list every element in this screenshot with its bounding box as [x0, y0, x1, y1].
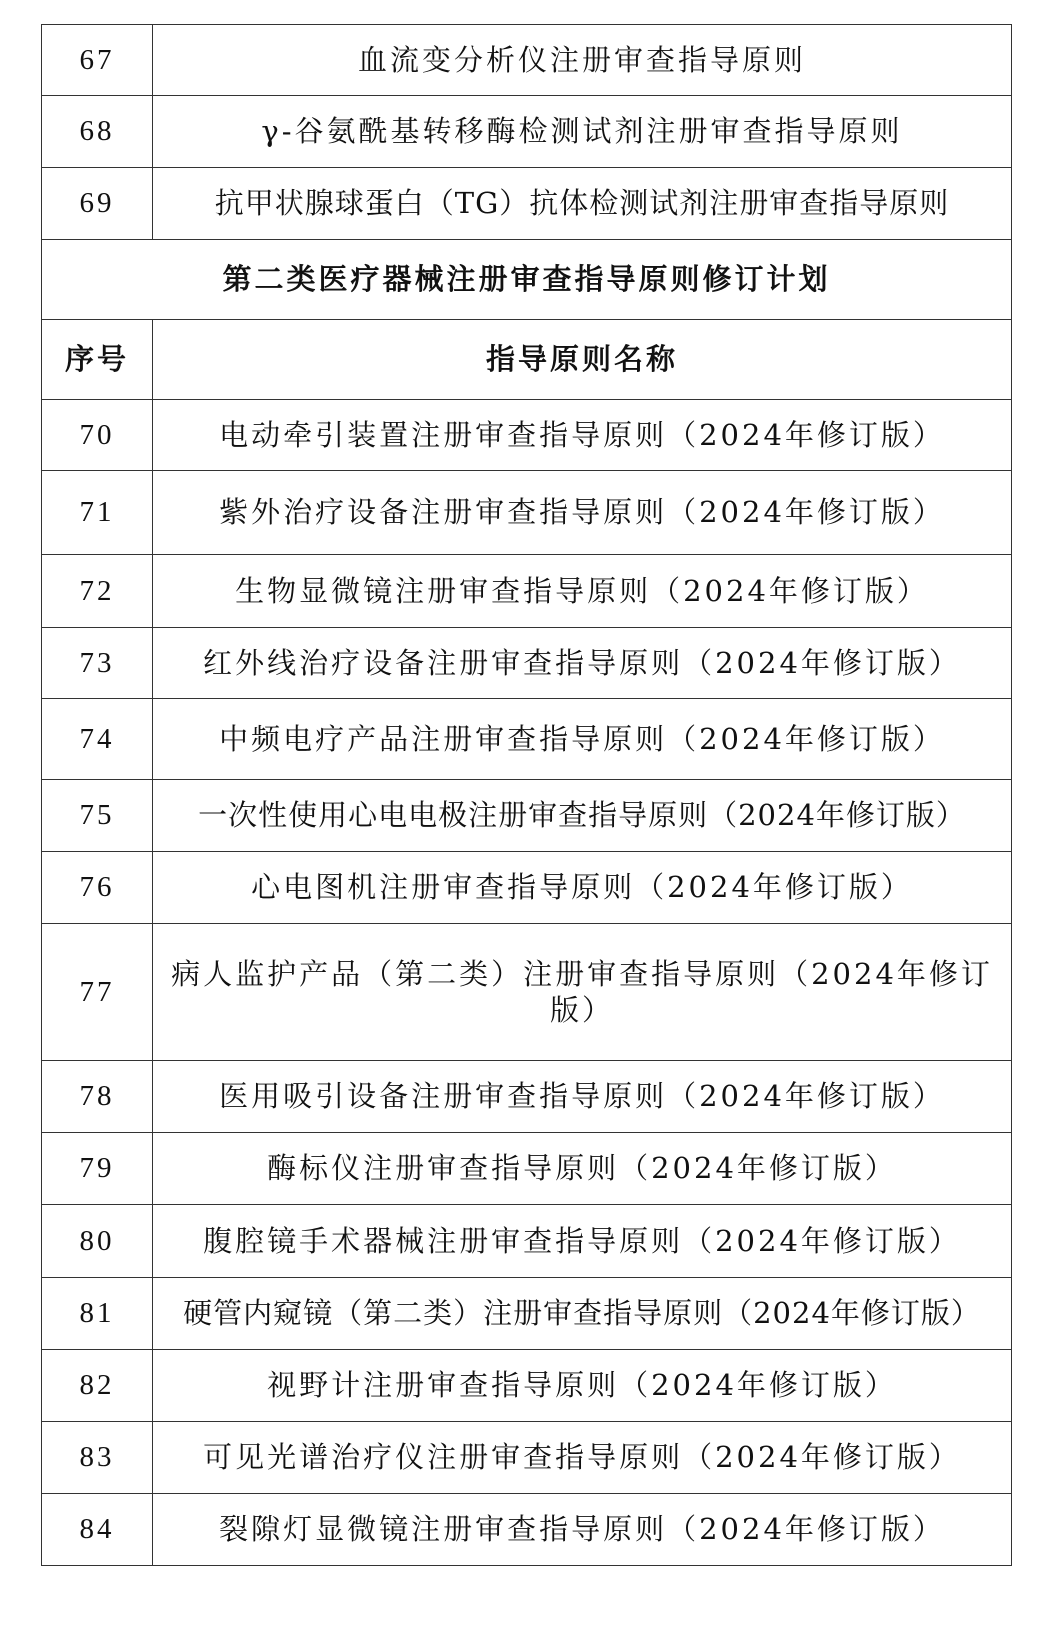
row-number: 83 [42, 1422, 153, 1494]
row-number: 76 [42, 852, 153, 924]
table-row [42, 400, 1012, 471]
guideline-name: 一次性使用心电电极注册审查指导原则（2024年修订版） [153, 780, 1012, 852]
table-row [42, 852, 1012, 924]
guideline-name: 紫外治疗设备注册审查指导原则（2024年修订版） [153, 471, 1012, 555]
table-row [42, 699, 1012, 780]
row-number: 67 [42, 25, 153, 96]
guideline-name: 酶标仪注册审查指导原则（2024年修订版） [153, 1133, 1012, 1205]
guideline-name: 病人监护产品（第二类）注册审查指导原则（2024年修订版） [153, 924, 1012, 1061]
row-number: 75 [42, 780, 153, 852]
row-number: 69 [42, 168, 153, 240]
table-row [42, 924, 1012, 1061]
table-row [42, 780, 1012, 852]
table-row [42, 168, 1012, 240]
row-number: 82 [42, 1350, 153, 1422]
table-row [42, 1494, 1012, 1566]
table-row [42, 96, 1012, 168]
guideline-table [41, 24, 1012, 1566]
guideline-name: 生物显微镜注册审查指导原则（2024年修订版） [153, 555, 1012, 628]
table-row [42, 1350, 1012, 1422]
guideline-name: 腹腔镜手术器械注册审查指导原则（2024年修订版） [153, 1205, 1012, 1278]
row-number: 68 [42, 96, 153, 168]
row-number: 77 [42, 924, 153, 1061]
guideline-name: 抗甲状腺球蛋白（TG）抗体检测试剂注册审查指导原则 [153, 168, 1012, 240]
guideline-name: 医用吸引设备注册审查指导原则（2024年修订版） [153, 1061, 1012, 1133]
row-number: 79 [42, 1133, 153, 1205]
table-row [42, 25, 1012, 96]
guideline-name: 心电图机注册审查指导原则（2024年修订版） [153, 852, 1012, 924]
guideline-name: γ-谷氨酰基转移酶检测试剂注册审查指导原则 [153, 96, 1012, 168]
row-number: 73 [42, 628, 153, 699]
row-number: 71 [42, 471, 153, 555]
header-number: 序号 [42, 320, 153, 400]
row-number: 78 [42, 1061, 153, 1133]
header-row [42, 320, 1012, 400]
row-number: 84 [42, 1494, 153, 1566]
guideline-name: 中频电疗产品注册审查指导原则（2024年修订版） [153, 699, 1012, 780]
section-title-row [42, 240, 1012, 320]
row-number: 74 [42, 699, 153, 780]
row-number: 80 [42, 1205, 153, 1278]
row-number: 70 [42, 400, 153, 471]
guideline-name: 红外线治疗设备注册审查指导原则（2024年修订版） [153, 628, 1012, 699]
guideline-name: 硬管内窥镜（第二类）注册审查指导原则（2024年修订版） [153, 1278, 1012, 1350]
table-row [42, 1061, 1012, 1133]
table-row [42, 1205, 1012, 1278]
guideline-name: 可见光谱治疗仪注册审查指导原则（2024年修订版） [153, 1422, 1012, 1494]
guideline-name: 电动牵引装置注册审查指导原则（2024年修订版） [153, 400, 1012, 471]
table-row [42, 555, 1012, 628]
guideline-name: 血流变分析仪注册审查指导原则 [153, 25, 1012, 96]
table-row [42, 1422, 1012, 1494]
table-row [42, 1133, 1012, 1205]
section-title: 第二类医疗器械注册审查指导原则修订计划 [42, 240, 1012, 320]
table-row [42, 628, 1012, 699]
row-number: 72 [42, 555, 153, 628]
guideline-name: 视野计注册审查指导原则（2024年修订版） [153, 1350, 1012, 1422]
header-name: 指导原则名称 [153, 320, 1012, 400]
row-number: 81 [42, 1278, 153, 1350]
table-row [42, 471, 1012, 555]
table-row [42, 1278, 1012, 1350]
guideline-name: 裂隙灯显微镜注册审查指导原则（2024年修订版） [153, 1494, 1012, 1566]
